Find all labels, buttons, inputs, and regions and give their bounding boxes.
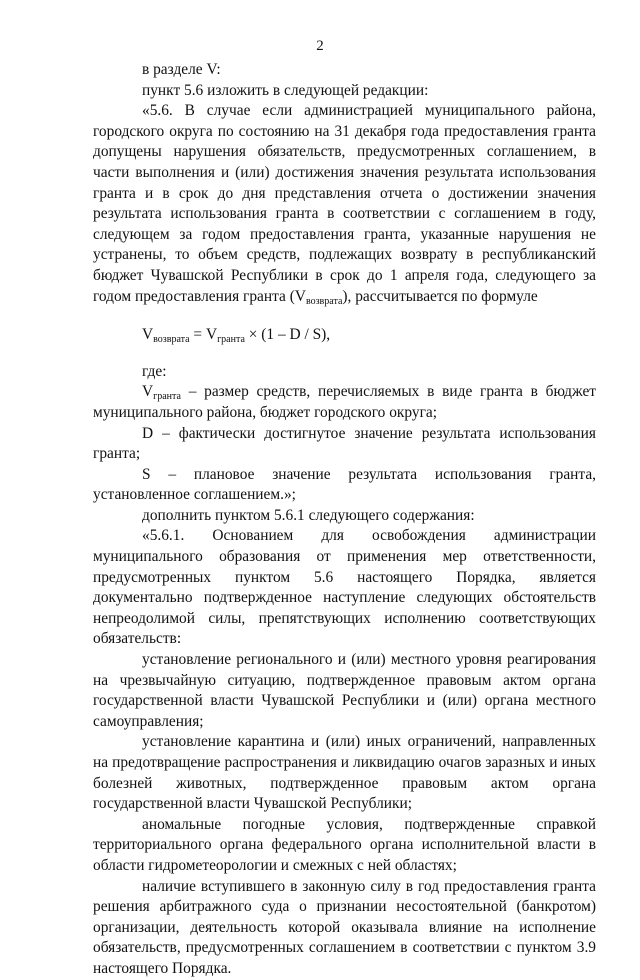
formula-right-subscript: гранта — [217, 334, 245, 346]
definition-v-text: – размер средств, перечисляемых в виде гранта в бюджет муниципального района, бюджет городского округа; — [93, 383, 596, 421]
v-return-symbol: V — [294, 287, 306, 305]
condition-bankruptcy: наличие вступившего в законную силу в год предоставления гранта решения арбитражного суда о признании несостоятельной (банкротом) организации, деятельность которой оказывала влияние на исполнение обязательств, предусмотренных соглашением в соответствии с пунктом 3.9 настоящего Порядка. — [93, 877, 596, 977]
formula — [142, 325, 596, 346]
v-return-subscript: возврата — [305, 295, 343, 307]
amendment-instruction: пункт 5.6 изложить в следующей редакции: — [142, 81, 429, 99]
amendment-instruction-5-6-1: дополнить пунктом 5.6.1 следующего содержания: — [142, 506, 475, 524]
definition-s: S – плановое значение результата использования гранта, установленное соглашением.»; — [93, 465, 596, 504]
definition-v-symbol: V — [142, 383, 154, 401]
condition-weather: аномальные погодные условия, подтвержденные справкой территориального органа федерального органа исполнительной власти в области гидрометеорологии и смежных с ней областях; — [93, 815, 596, 874]
clause-5-6-1-paragraph: «5.6.1. Основанием для освобождения администрации муниципального образования от применения мер ответственности, предусмотренных пунктом 5.6 настоящего Порядка, является документально подтвержденное наступление следующих обстоятельств непреодолимой силы, препятствующих исполнению соответствующих обязательств: — [93, 527, 596, 648]
page-number: 2 — [316, 38, 324, 54]
definition-v-grant — [93, 382, 596, 423]
where-label: где: — [142, 362, 167, 380]
formula-left-subscript: возврата — [153, 334, 190, 346]
definition-v-subscript: гранта — [153, 391, 181, 403]
definition-d: D – фактически достигнутое значение результата использования гранта; — [93, 424, 596, 463]
formula-tail: × (1 – D / S), — [244, 326, 331, 344]
formula-left-symbol: V — [142, 326, 154, 344]
clause-5-6-tail: ), рассчитывается по формуле — [342, 287, 538, 305]
formula-equals: = — [189, 326, 206, 344]
condition-emergency: установление регионального и (или) местного уровня реагирования на чрезвычайную ситуацию, подтвержденное правовым актом органа государственной власти Чувашской Республики и (или) органа местного самоуправления; — [93, 651, 596, 730]
clause-5-6-paragraph — [93, 101, 596, 307]
section-heading: в разделе V: — [142, 61, 221, 78]
formula-right-symbol: V — [205, 326, 218, 344]
condition-quarantine: установление карантина и (или) иных ограничений, направленных на предотвращение распространения и ликвидацию очагов заразных и иных болезней животных, подтвержденное правовым актом органа государственной власти Чувашской Республики; — [93, 733, 596, 813]
clause-5-6-text: «5.6. В случае если администрацией муниципального района, городского округа по состоянию на 31 декабря года предоставления гранта допущены нарушения обязательств, предусмотренных соглашением, в части выполнения и (или) достижения значения результата использования гранта и в срок до дня представления отчета о достижении значения результата использования гранта в соответствии с соглашением в году, следующем за годом предоставления гранта, указанные нарушения не устранены, то объем средств, подлежащих возврату в республиканский бюджет Чувашской Республики в срок до 1 апреля года, следующего за годом предоставления гранта ( — [93, 102, 596, 305]
document-body — [93, 60, 596, 980]
